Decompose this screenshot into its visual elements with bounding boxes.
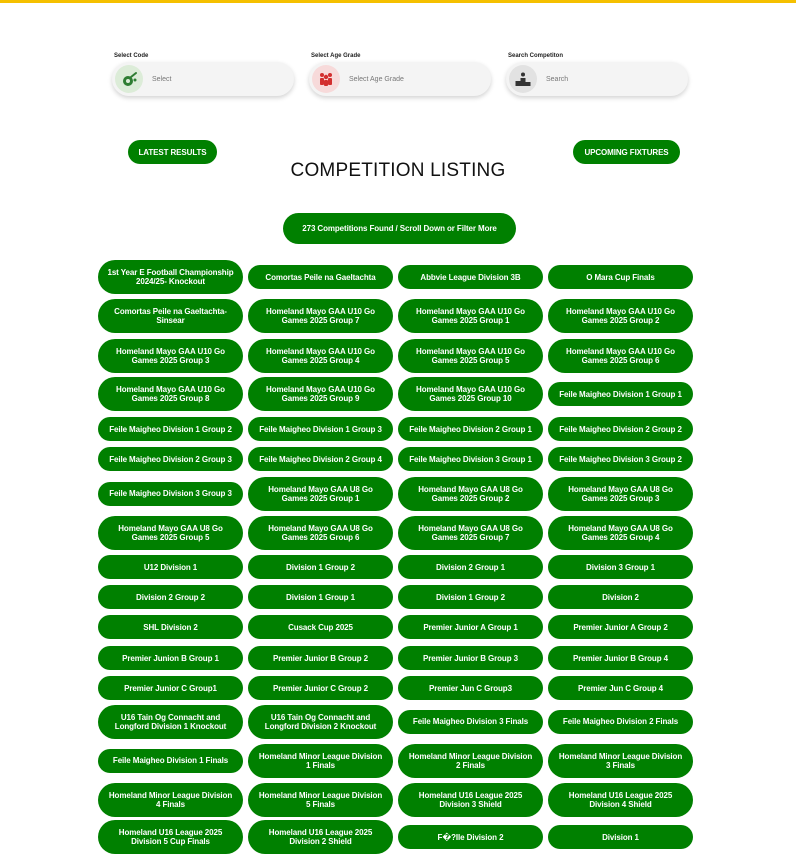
competition-button[interactable]: Homeland Mayo GAA U8 Go Games 2025 Group 4 [548,516,693,550]
competition-button[interactable]: Homeland Minor League Division 5 Finals [248,783,393,817]
gaelic-football-icon [115,65,143,93]
select-age-grade-placeholder: Select Age Grade [349,75,404,83]
competition-button[interactable]: Division 1 [548,825,693,849]
competition-button[interactable]: Homeland Minor League Division 1 Finals [248,744,393,778]
competition-button[interactable]: Feile Maigheo Division 2 Group 4 [248,447,393,471]
competition-button[interactable]: Homeland Mayo GAA U10 Go Games 2025 Group 2 [548,299,693,333]
select-code-label: Select Code [114,53,149,59]
competition-button[interactable]: Homeland Mayo GAA U10 Go Games 2025 Group 3 [98,339,243,373]
competition-button[interactable]: Feile Maigheo Division 1 Group 1 [548,382,693,406]
competition-button[interactable]: Division 1 Group 2 [248,555,393,579]
competition-button[interactable]: Premier Junior A Group 2 [548,615,693,639]
competition-button[interactable]: Division 2 Group 1 [398,555,543,579]
competition-button[interactable]: Homeland U16 League 2025 Division 4 Shield [548,783,693,817]
competition-button[interactable]: Homeland Minor League Division 4 Finals [98,783,243,817]
competition-button[interactable]: Homeland Mayo GAA U8 Go Games 2025 Group 7 [398,516,543,550]
competition-button[interactable]: Comortas Peile na Gaeltachta-Sinsear [98,299,243,333]
search-competition-filter [506,53,688,96]
competition-button[interactable]: Premier Junior C Group 2 [248,676,393,700]
upcoming-fixtures-button[interactable]: UPCOMING FIXTURES [573,140,680,164]
search-competition-placeholder: Search [546,75,569,83]
select-code-dropdown[interactable] [112,62,294,96]
competition-button[interactable]: Homeland Mayo GAA U10 Go Games 2025 Group 6 [548,339,693,373]
competition-button[interactable]: Premier Jun C Group3 [398,676,543,700]
competition-button[interactable]: F�?Ile Division 2 [398,825,543,849]
competition-button[interactable]: Feile Maigheo Division 2 Group 3 [98,447,243,471]
competition-button[interactable]: Feile Maigheo Division 3 Group 2 [548,447,693,471]
competition-button[interactable]: Feile Maigheo Division 1 Group 3 [248,417,393,441]
competition-button[interactable]: Feile Maigheo Division 3 Finals [398,710,543,734]
select-code-filter [112,53,294,96]
competition-button[interactable]: 1st Year E Football Championship 2024/25- Knockout [98,260,243,294]
competition-button[interactable]: Division 1 Group 2 [398,585,543,609]
competition-button[interactable]: Division 2 Group 2 [98,585,243,609]
search-competition-label: Search Competiton [508,53,564,59]
competition-button[interactable]: Homeland U16 League 2025 Division 5 Cup Finals [98,820,243,854]
competition-button[interactable]: SHL Division 2 [98,615,243,639]
competition-button[interactable]: Division 3 Group 1 [548,555,693,579]
competition-button[interactable]: Homeland Minor League Division 2 Finals [398,744,543,778]
competition-button[interactable]: Feile Maigheo Division 1 Group 2 [98,417,243,441]
competition-button[interactable]: Feile Maigheo Division 3 Group 3 [98,482,243,506]
page-title: COMPETITION LISTING [290,160,506,181]
latest-results-button[interactable]: LATEST RESULTS [128,140,217,164]
competition-button[interactable]: U16 Tain Og Connacht and Longford Division 2 Knockout [248,705,393,739]
competition-button[interactable]: Homeland Mayo GAA U10 Go Games 2025 Group 9 [248,377,393,411]
select-age-grade-filter [309,53,491,96]
competition-button[interactable]: U16 Tain Og Connacht and Longford Division 1 Knockout [98,705,243,739]
competition-button[interactable]: Abbvie League Division 3B [398,265,543,289]
competition-button[interactable]: Homeland Mayo GAA U8 Go Games 2025 Group 2 [398,477,543,511]
competition-button[interactable]: Feile Maigheo Division 2 Finals [548,710,693,734]
competition-button[interactable]: Premier Junior B Group 2 [248,646,393,670]
competition-button[interactable]: Premier Junior C Group1 [98,676,243,700]
competition-button[interactable]: Feile Maigheo Division 2 Group 1 [398,417,543,441]
select-code-placeholder: Select [152,75,172,83]
competition-button[interactable]: Homeland Mayo GAA U8 Go Games 2025 Group 1 [248,477,393,511]
competition-button[interactable]: Premier Jun C Group 4 [548,676,693,700]
competition-button[interactable]: Homeland U16 League 2025 Division 3 Shield [398,783,543,817]
top-accent-bar [0,0,796,3]
competition-button[interactable]: Premier Junior B Group 3 [398,646,543,670]
competition-button[interactable]: Feile Maigheo Division 3 Group 1 [398,447,543,471]
competition-button[interactable]: Premier Junior A Group 1 [398,615,543,639]
competitions-found-banner: 273 Competitions Found / Scroll Down or Filter More [283,213,516,244]
search-competition-input[interactable] [506,62,688,96]
competition-button[interactable]: Homeland Mayo GAA U10 Go Games 2025 Group 5 [398,339,543,373]
select-age-grade-label: Select Age Grade [311,53,361,59]
select-age-grade-dropdown[interactable] [309,62,491,96]
competition-button[interactable]: U12 Division 1 [98,555,243,579]
competition-button[interactable]: Homeland Mayo GAA U8 Go Games 2025 Group 5 [98,516,243,550]
competition-button[interactable]: Feile Maigheo Division 2 Group 2 [548,417,693,441]
podium-icon [509,65,537,93]
competition-button[interactable]: Feile Maigheo Division 1 Finals [98,749,243,773]
people-group-icon [312,65,340,93]
competition-button[interactable]: Homeland Mayo GAA U8 Go Games 2025 Group 3 [548,477,693,511]
competition-button[interactable]: Homeland U16 League 2025 Division 2 Shield [248,820,393,854]
competition-button[interactable]: Homeland Mayo GAA U10 Go Games 2025 Group 8 [98,377,243,411]
competition-button[interactable]: Homeland Mayo GAA U10 Go Games 2025 Group 7 [248,299,393,333]
competition-button[interactable]: Division 2 [548,585,693,609]
competition-button[interactable]: Homeland Minor League Division 3 Finals [548,744,693,778]
competition-button[interactable]: Homeland Mayo GAA U8 Go Games 2025 Group 6 [248,516,393,550]
competition-button[interactable]: Premier Junior B Group 4 [548,646,693,670]
competition-button[interactable]: Homeland Mayo GAA U10 Go Games 2025 Group 1 [398,299,543,333]
competition-button[interactable]: Premier Junion B Group 1 [98,646,243,670]
competition-button[interactable]: Division 1 Group 1 [248,585,393,609]
competition-button[interactable]: O Mara Cup Finals [548,265,693,289]
competition-button[interactable]: Homeland Mayo GAA U10 Go Games 2025 Group 4 [248,339,393,373]
competition-button[interactable]: Cusack Cup 2025 [248,615,393,639]
competition-button[interactable]: Comortas Peile na Gaeltachta [248,265,393,289]
competition-button[interactable]: Homeland Mayo GAA U10 Go Games 2025 Group 10 [398,377,543,411]
